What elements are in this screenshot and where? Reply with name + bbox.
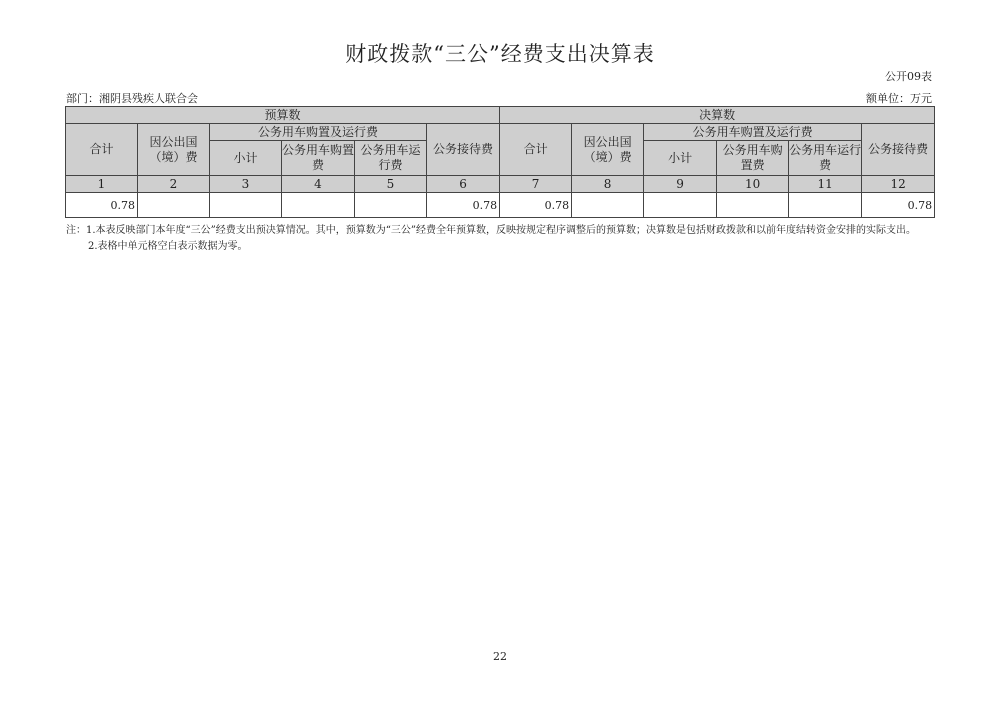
- col-vehicle-group: 公务用车购置及运行费: [210, 124, 427, 141]
- value-cell: [572, 193, 644, 218]
- col-abroad: 因公出国（境）费: [138, 124, 210, 176]
- col-number: 2: [138, 176, 210, 193]
- three-public-expenses-table: [65, 106, 935, 218]
- col-number: 3: [210, 176, 282, 193]
- col-abroad: 因公出国（境）费: [572, 124, 644, 176]
- value-cell: [355, 193, 427, 218]
- table-row: [66, 193, 935, 218]
- col-number: 10: [717, 176, 789, 193]
- col-vehicle-group: 公务用车购置及运行费: [644, 124, 862, 141]
- value-cell: [138, 193, 210, 218]
- note-1: 注：1.本表反映部门本年度“三公”经费支出预决算情况。其中，预算数为“三公”经费全年预算数，反映按规定程序调整后的预算数；决算数是包括财政拨款和以前年度结转资金安排的实际支出。: [66, 225, 916, 236]
- page-number: 22: [493, 650, 507, 663]
- value-cell: [282, 193, 355, 218]
- col-subtotal: 小计: [210, 141, 282, 176]
- value-cell: 0.78: [427, 193, 500, 218]
- col-reception: 公务接待费: [862, 124, 935, 176]
- col-number: 5: [355, 176, 427, 193]
- col-total: 合计: [500, 124, 572, 176]
- col-subtotal: 小计: [644, 141, 717, 176]
- value-cell: 0.78: [862, 193, 935, 218]
- col-reception: 公务接待费: [427, 124, 500, 176]
- col-total: 合计: [66, 124, 138, 176]
- table-notes: [66, 224, 936, 253]
- value-cell: 0.78: [66, 193, 138, 218]
- col-vehicle-operation: 公务用车运行费: [355, 141, 427, 176]
- col-number: 12: [862, 176, 935, 193]
- form-code: 公开09表: [885, 70, 932, 83]
- value-cell: [789, 193, 862, 218]
- col-number: 9: [644, 176, 717, 193]
- value-cell: [210, 193, 282, 218]
- value-cell: [644, 193, 717, 218]
- final-header: 决算数: [500, 107, 935, 124]
- col-number: 1: [66, 176, 138, 193]
- col-number: 7: [500, 176, 572, 193]
- department-label: 部门：湘阴县残疾人联合会: [66, 92, 198, 105]
- unit-label: 额单位：万元: [866, 92, 932, 105]
- col-number: 4: [282, 176, 355, 193]
- col-vehicle-operation: 公务用车运行费: [789, 141, 862, 176]
- col-number: 8: [572, 176, 644, 193]
- value-cell: 0.78: [500, 193, 572, 218]
- col-vehicle-purchase: 公务用车购置费: [717, 141, 789, 176]
- table-title: 财政拨款“三公”经费支出决算表: [345, 42, 655, 66]
- note-2: 2.表格中单元格空白表示数据为零。: [88, 241, 248, 252]
- value-cell: [717, 193, 789, 218]
- col-vehicle-purchase: 公务用车购置费: [282, 141, 355, 176]
- col-number: 11: [789, 176, 862, 193]
- budget-header: 预算数: [66, 107, 500, 124]
- col-number: 6: [427, 176, 500, 193]
